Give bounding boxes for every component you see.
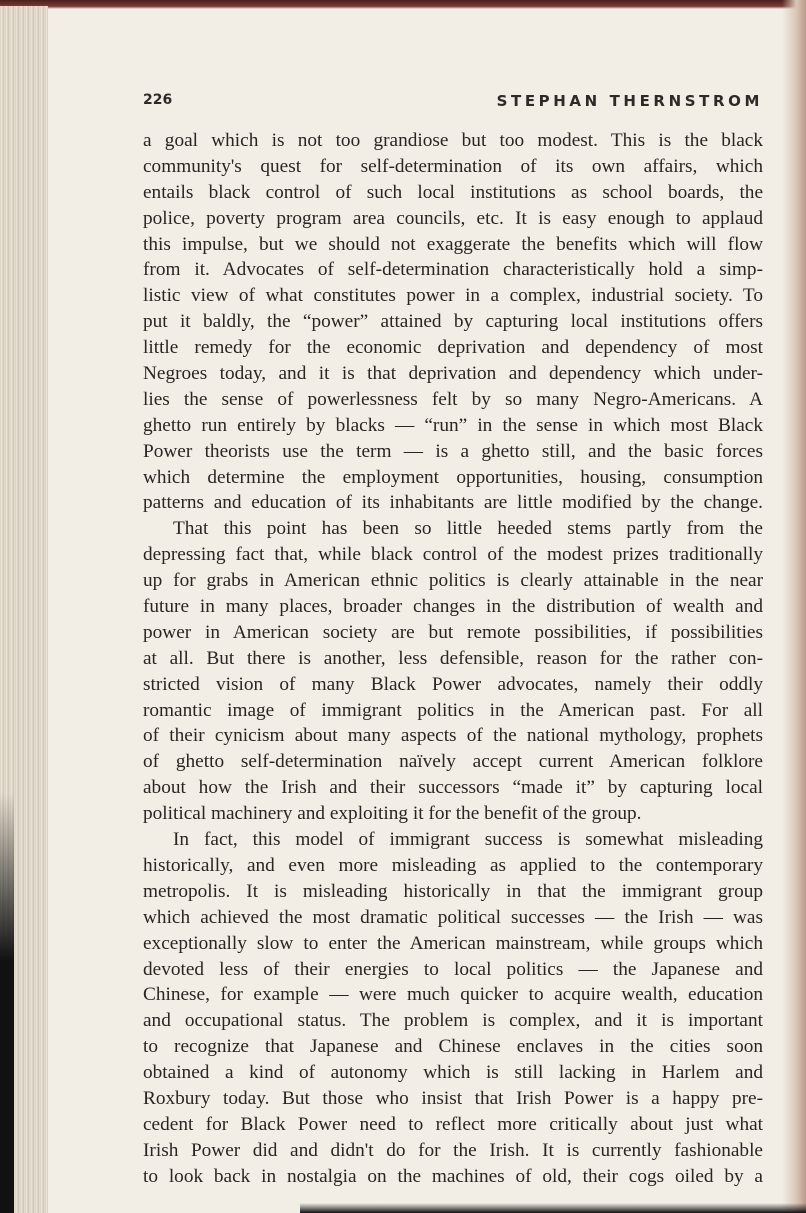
text-line: and occupational status. The problem is complex, and it is important xyxy=(143,1010,763,1032)
text-line: obtained a kind of autonomy which is still lacking in Harlem and xyxy=(143,1062,763,1084)
text-line: police, poverty program area councils, etc. It is easy enough to applaud xyxy=(143,207,763,229)
text-line: which achieved the most dramatic political successes — the Irish — was xyxy=(143,906,763,928)
text-line: power in American society are but remote possibilities, if possibilities xyxy=(143,621,763,643)
text-line: listic view of what constitutes power in a complex, industrial society. To xyxy=(143,285,763,307)
text-line: from it. Advocates of self-determination characteristically hold a simp- xyxy=(143,259,763,281)
text-line: Roxbury today. But those who insist that Irish Power is a happy pre- xyxy=(143,1087,763,1109)
text-line: Power theorists use the term — is a ghetto still, and the basic forces xyxy=(143,440,763,462)
text-line: to recognize that Japanese and Chinese enclaves in the cities soon xyxy=(143,1036,763,1058)
text-line: political machinery and exploiting it for the benefit of the group. xyxy=(143,803,642,825)
page-gutter-shadow xyxy=(782,0,806,1213)
text-line: In fact, this model of immigrant success is somewhat misleading xyxy=(173,829,763,851)
text-line: ghetto run entirely by blacks — “run” in the sense in which most Black xyxy=(143,414,763,436)
book-cover-edge xyxy=(0,0,806,9)
text-line: devoted less of their energies to local politics — the Japanese and xyxy=(143,958,763,980)
text-line: patterns and education of its inhabitants are little modified by the change. xyxy=(143,492,763,514)
text-line: a goal which is not too grandiose but too modest. This is the black xyxy=(143,130,763,151)
text-line: romantic image of immigrant politics in the American past. For all xyxy=(143,699,763,721)
text-line: That this point has been so little heeded stems partly from the xyxy=(173,518,763,540)
text-line: of ghetto self-determination naïvely accept current American folklore xyxy=(143,751,763,773)
bottom-shadow xyxy=(300,1203,806,1213)
text-line: historically, and even more misleading as applied to the contemporary xyxy=(143,854,763,876)
running-head: STEPHAN THERNSTROM xyxy=(496,92,763,110)
text-line: future in many places, broader changes in the distribution of wealth and xyxy=(143,596,763,618)
text-line: metropolis. It is misleading historically in that the immigrant group xyxy=(143,880,763,902)
text-line: up for grabs in American ethnic politics is clearly attainable in the near xyxy=(143,570,763,592)
text-line: put it baldly, the “power” attained by capturing local institutions offers xyxy=(143,311,763,333)
text-line: cedent for Black Power need to reflect more critically about just what xyxy=(143,1113,763,1135)
text-line: entails black control of such local institutions as school boards, the xyxy=(143,181,763,203)
text-line: Negroes today, and it is that deprivation and dependency which under- xyxy=(143,363,763,385)
body-text xyxy=(143,128,763,1190)
page-header xyxy=(143,92,763,114)
text-line: Chinese, for example — were much quicker to acquire wealth, education xyxy=(143,984,763,1006)
text-line: depressing fact that, while black control of the modest prizes traditionally xyxy=(143,544,763,566)
page-stack-edges xyxy=(0,6,48,1213)
text-line: this impulse, but we should not exaggerate the benefits which will flow xyxy=(143,233,763,255)
text-line: at all. But there is another, less defensible, reason for the rather con- xyxy=(143,647,763,669)
text-line: to look back in nostalgia on the machines of old, their cogs oiled by a xyxy=(143,1165,763,1187)
text-line: of their cynicism about many aspects of the national mythology, prophets xyxy=(143,725,763,747)
page-number: 226 xyxy=(143,92,173,108)
text-line: which determine the employment opportunities, housing, consumption xyxy=(143,466,763,488)
text-line: exceptionally slow to enter the American mainstream, while groups which xyxy=(143,932,763,954)
text-line: Irish Power did and didn't do for the Irish. It is currently fashionable xyxy=(143,1139,763,1161)
text-line: about how the Irish and their successors “made it” by capturing local xyxy=(143,777,763,799)
text-line: community's quest for self-determination of its own affairs, which xyxy=(143,155,763,177)
text-line: stricted vision of many Black Power advocates, namely their oddly xyxy=(143,673,763,695)
text-line: little remedy for the economic deprivation and dependency of most xyxy=(143,337,763,359)
text-line: lies the sense of powerlessness felt by so many Negro-Americans. A xyxy=(143,388,763,410)
